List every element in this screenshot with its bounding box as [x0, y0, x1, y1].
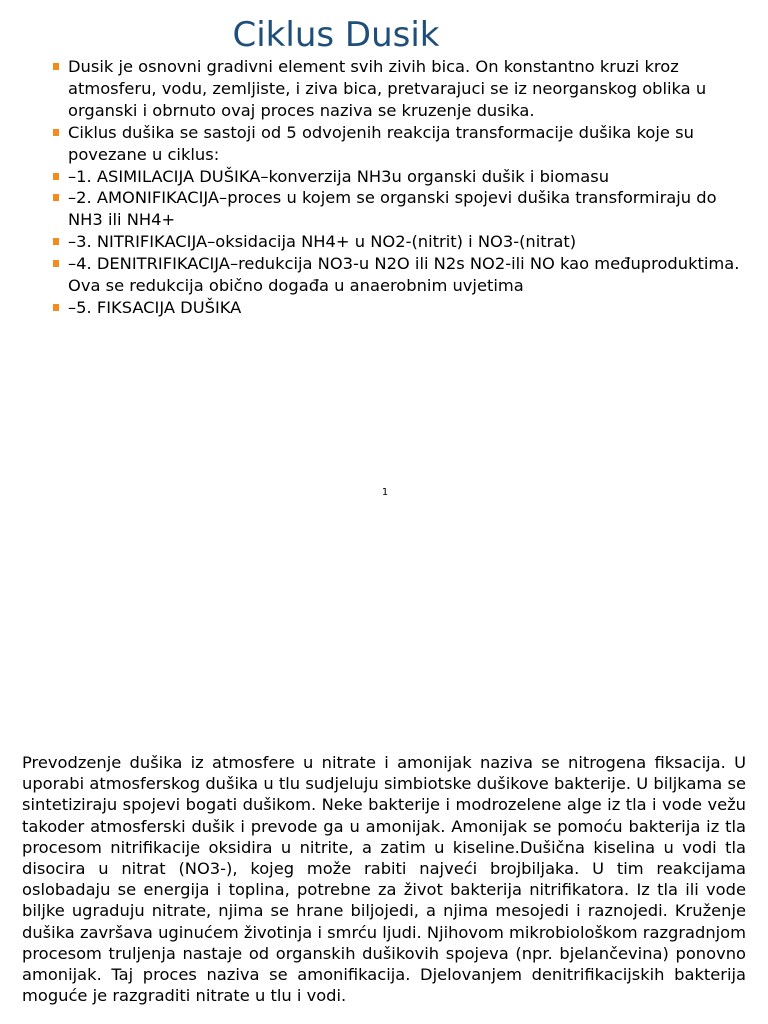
square-bullet-icon — [53, 238, 59, 245]
square-bullet-icon — [53, 304, 59, 311]
bullet-text: –1. ASIMILACIJA DUŠIKA–konverzija NH3u organski dušik i biomasu — [68, 166, 610, 186]
square-bullet-icon — [53, 63, 59, 70]
bullet-text: –2. AMONIFIKACIJA–proces u kojem se organski spojevi dušika transformiraju do NH3 ili NH4+ — [68, 188, 717, 230]
bullet-text: Ciklus dušika se sastoji od 5 odvojenih reakcija transformacije dušika koje su povezane u ciklus: — [68, 122, 694, 164]
bullet-item — [50, 56, 755, 122]
bullet-item — [50, 122, 755, 166]
bullet-item — [50, 166, 755, 188]
page-number: 1 — [381, 487, 389, 498]
notes-paragraph: Prevodzenje dušika iz atmosfere u nitrate i amonijak naziva se nitrogena fiksacija. U uporabi atmosferskog dušika u tlu sudjeluju simbiotske dušikove bakterije. U biljkama se sintetiziraju spojevi bogati dušikom. Neke bakterije i modrozelene alge iz tla i vode vežu takoder atmosferski dušik i prevode ga u amonijak. Amonijak se pomoću bakterija iz tla procesom nitrifikacije oksidira u nitrite, a zatim u kiseline.Dušična kiselina u vodi tla disocira u nitrat (NO3-), kojeg može rabiti najveći brojbiljaka. U tim reakcijama oslobadaju se energija i toplina, potrebne za život bakterija nitrifikatora. Iz tla ili vode biljke ugraduju nitrate, njima se hrane biljojedi, a njima mesojedi i raznojedi. Kruženje dušika završava uginućem životinja i smrću ljudi. Njihovom mikrobiološkom razgradnjom procesom truljenja nastaje od organskih dušikovih spojeva (npr. bjelančevina) ponovno amonijak. Taj proces naziva se amonifikacija. Djelovanjem denitrifikacijskih bakterija moguće je razgraditi nitrate u tlu i vodi. — [22, 753, 746, 1006]
bullet-item — [50, 231, 755, 253]
bullet-item — [50, 187, 755, 231]
bullet-item — [50, 297, 755, 319]
bullet-text: –4. DENITRIFIKACIJA–redukcija NO3-u N2O ili N2s NO2-ili NO kao međuproduktima. Ova se redukcija obično događa u anaerobnim uvjetima — [68, 254, 740, 296]
bullet-list — [50, 56, 755, 319]
bullet-text: –3. NITRIFIKACIJA–oksidacija NH4+ u NO2-(nitrit) i NO3-(nitrat) — [68, 232, 577, 252]
square-bullet-icon — [53, 129, 59, 136]
bullet-text: Dusik je osnovni gradivni element svih zivih bica. On konstantno kruzi kroz atmosferu, vodu, zemljiste, i ziva bica, pretvarajuci se iz neorganskog oblika u organski i obrnuto ovaj proces naziva se kruzenje dusika. — [68, 57, 707, 120]
square-bullet-icon — [53, 173, 59, 180]
slide-title: Ciklus Dusik — [232, 15, 440, 55]
square-bullet-icon — [53, 194, 59, 201]
bullet-text: –5. FIKSACIJA DUŠIKA — [68, 297, 242, 317]
square-bullet-icon — [53, 260, 59, 267]
bullet-item — [50, 253, 755, 297]
